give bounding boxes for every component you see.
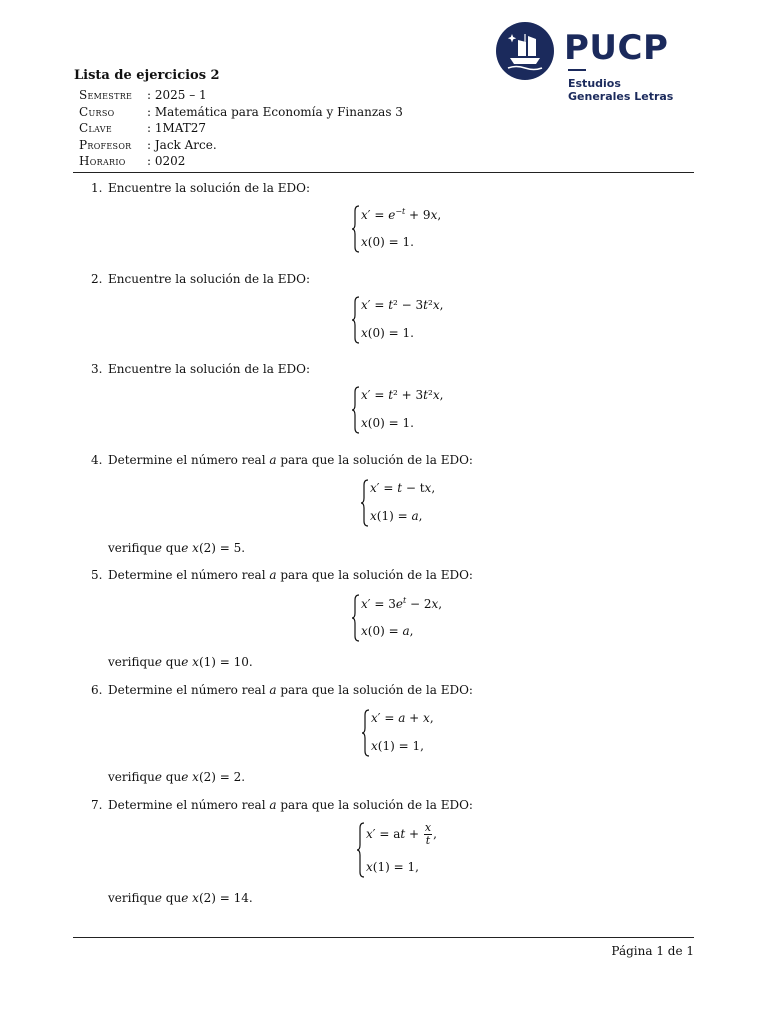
meta-value: : 1MAT27	[147, 121, 207, 135]
exercise-statement: Encuentre la solución de la EDO:	[108, 181, 310, 195]
meta-row-horario	[79, 153, 403, 170]
exercise-number: 7.	[91, 798, 103, 812]
exercise-condition: verifique que x(2) = 5.	[108, 541, 246, 555]
exercise-number: 5.	[91, 568, 103, 582]
exercise-number: 1.	[91, 181, 103, 195]
exercise-condition: verifique que x(2) = 2.	[108, 770, 246, 784]
document-title: Lista de ejercicios 2	[74, 68, 220, 83]
ode-equation: x′ = a + x,	[371, 711, 434, 725]
meta-value: : 0202	[147, 154, 186, 168]
pucp-logo	[496, 22, 696, 104]
header-divider	[73, 172, 694, 173]
exercise-statement: Encuentre la solución de la EDO:	[108, 272, 310, 286]
meta-key: Curso	[79, 104, 115, 119]
logo-brand: PUCP	[564, 28, 669, 68]
left-brace-icon	[352, 296, 360, 344]
meta-key: Horario	[79, 154, 126, 168]
initial-condition: x(0) = 1.	[361, 326, 414, 340]
initial-condition: x(1) = 1,	[371, 739, 424, 753]
exercise-statement: Determine el número real a para que la solución de la EDO:	[108, 683, 473, 697]
logo-rule	[568, 69, 586, 71]
meta-row-clave	[79, 120, 403, 137]
exercise-number: 3.	[91, 362, 103, 376]
initial-condition: x(1) = 1,	[366, 860, 419, 874]
left-brace-icon	[362, 709, 370, 757]
initial-condition: x(1) = a,	[370, 509, 423, 523]
meta-row-semestre	[79, 87, 403, 104]
ode-equation: $x' = 3e^t - 2x$,	[361, 596, 443, 611]
left-brace-icon	[357, 822, 365, 878]
left-brace-icon	[352, 594, 360, 642]
ode-equation: x′ = t² + 3t²x,	[361, 388, 444, 402]
left-brace-icon	[352, 386, 360, 434]
course-metadata	[79, 87, 403, 170]
initial-condition: x(0) = a,	[361, 624, 414, 638]
ode-equation: x′ = at + $\frac{x}{t}$ ,	[366, 821, 437, 847]
ode-equation: $x' = e^{-t} + 9x$,	[361, 207, 442, 222]
meta-key: Clave	[79, 121, 112, 135]
ode-equation: x′ = t − tx,	[370, 481, 436, 495]
meta-row-profesor	[79, 137, 403, 154]
exercise-statement: Encuentre la solución de la EDO:	[108, 362, 310, 376]
exercise-statement: Determine el número real a para que la solución de la EDO:	[108, 798, 473, 812]
exercise-number: 2.	[91, 272, 103, 286]
exercise-number: 6.	[91, 683, 103, 697]
left-brace-icon	[361, 479, 369, 527]
initial-condition: x(0) = 1.	[361, 235, 414, 249]
meta-value: : Matemática para Economía y Finanzas 3	[147, 104, 403, 119]
exercise-statement: Determine el número real a para que la solución de la EDO:	[108, 453, 473, 467]
logo-subtitle-1: Estudios	[568, 77, 621, 90]
exercise-statement: Determine el número real a para que la solución de la EDO:	[108, 568, 473, 582]
ship-emblem-icon	[496, 22, 554, 80]
initial-condition: x(0) = 1.	[361, 416, 414, 430]
exercise-number: 4.	[91, 453, 103, 467]
meta-key: Profesor	[79, 137, 132, 152]
ode-equation: x′ = t² − 3t²x,	[361, 298, 444, 312]
exercise-condition: verifique que x(1) = 10.	[108, 655, 253, 669]
meta-value: : Jack Arce.	[147, 137, 217, 152]
meta-key: Semestre	[79, 88, 133, 102]
left-brace-icon	[352, 205, 360, 253]
meta-value: : 2025 – 1	[147, 88, 207, 102]
exercise-condition: verifique que x(2) = 14.	[108, 891, 253, 905]
page-number: Página 1 de 1	[611, 944, 694, 958]
logo-subtitle-2: Generales Letras	[568, 90, 674, 103]
meta-row-curso	[79, 104, 403, 121]
footer-divider	[73, 937, 694, 938]
